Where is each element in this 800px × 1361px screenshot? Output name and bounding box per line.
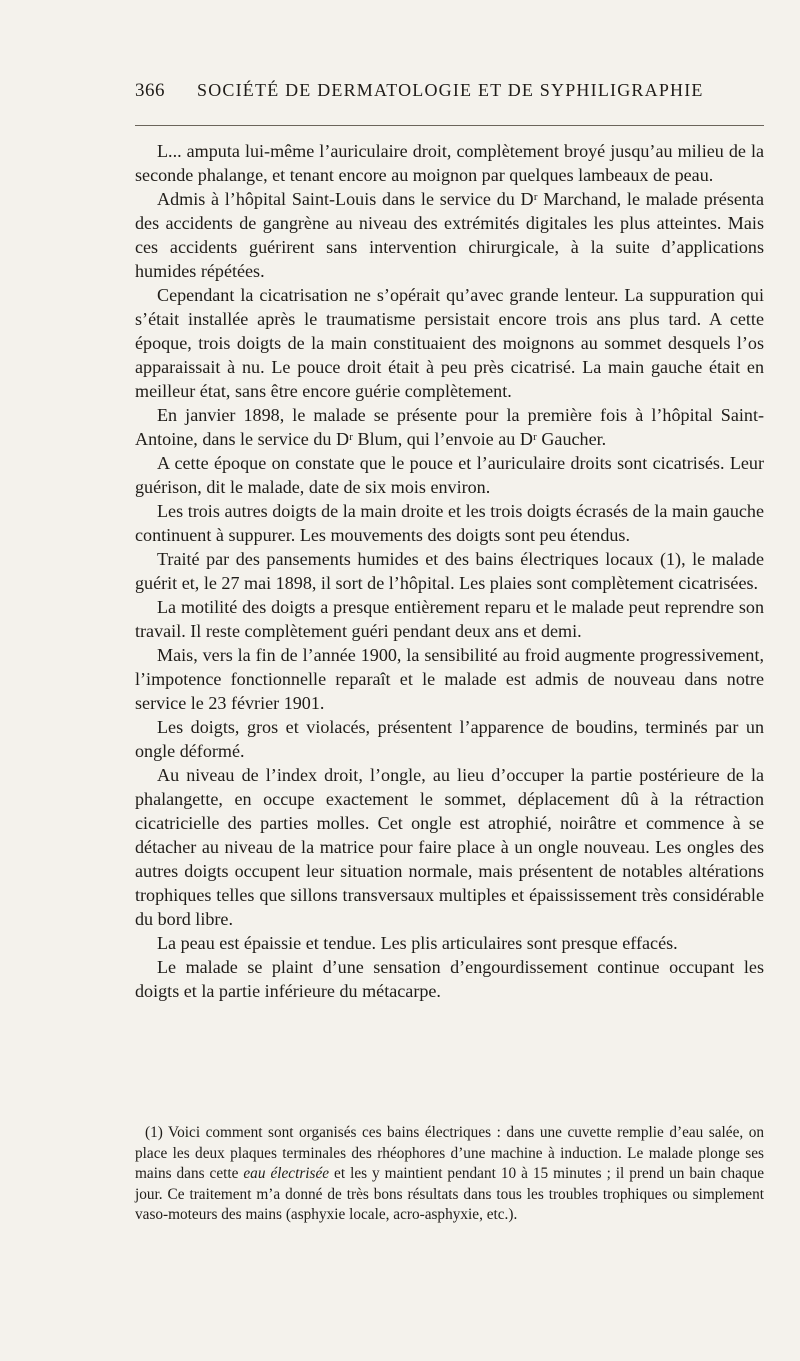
paragraph: Les doigts, gros et violacés, présentent l’apparence de boudins, terminés par un ongle déformé. [135,717,764,761]
header-rule [135,125,764,126]
paragraph: Cependant la cicatrisation ne s’opérait qu’avec grande lenteur. La suppuration qui s’était installée après le traumatisme persistait encore trois ans plus tard. A cette époque, trois doigts de la main constituaient des moignons au sommet desquels l’os apparaissait à nu. Le pouce droit était à peu près cicatrisé. La main gauche était en meilleur état, sans être encore guérie complètement. [135,285,764,401]
running-title: SOCIÉTÉ DE DERMATOLOGIE ET DE SYPHILIGRAPHIE [197,80,704,100]
paragraph: En janvier 1898, le malade se présente pour la première fois à l’hôpital Saint-Antoine, dans le service du Dʳ Blum, qui l’envoie au Dʳ Gaucher. [135,405,764,449]
paragraph: La peau est épaissie et tendue. Les plis articulaires sont presque effacés. [157,933,678,953]
paragraph: Les trois autres doigts de la main droite et les trois doigts écrasés de la main gauche continuent à suppurer. Les mouvements des doigts sont peu étendus. [135,501,764,545]
paragraph: Le malade se plaint d’une sensation d’engourdissement continue occupant les doigts et la partie inférieure du métacarpe. [135,957,764,1001]
paragraph: Au niveau de l’index droit, l’ongle, au lieu d’occuper la partie postérieure de la phalangette, en occupe exactement le sommet, déplacement dû à la rétraction cicatricielle des parties molles. Cet ongle est atrophié, noirâtre et commence à se détacher au niveau de la matrice pour faire place à un ongle nouveau. Les ongles des autres doigts occupent leur situation normale, mais présentent de notables altérations trophiques telles que sillons transversaux multiples et épaississement très considérable du bord libre. [135,765,764,929]
paragraph: L... amputa lui-même l’auriculaire droit, complètement broyé jusqu’au milieu de la seconde phalange, et tenant encore au moignon par quelques lambeaux de peau. [135,141,764,185]
footnote-text-part: et les y maintient pendant 10 à 15 minutes ; il prend un bain chaque jour. Ce traitement m’a donné de très bons résultats dans tous les troubles trophiques ou simplement vaso-moteurs des mains (asphyxie locale, acro-asphyxie, etc.). [135,1165,764,1223]
paragraph: Mais, vers la fin de l’année 1900, la sensibilité au froid augmente progressivement, l’impotence fonctionnelle reparaît et le malade est admis de nouveau dans notre service le 23 février 1901. [135,645,764,713]
paragraph: Admis à l’hôpital Saint-Louis dans le service du Dʳ Marchand, le malade présenta des accidents de gangrène au niveau des extrémités digitales les plus atteintes. Mais ces accidents guérirent sans intervention chirurgicale, à la suite d’applications humides répétées. [135,189,764,281]
footnote-italic-term: eau électrisée [243,1165,330,1182]
body-text [135,139,764,1003]
running-head [135,80,764,102]
paragraph: Traité par des pansements humides et des bains électriques locaux (1), le malade guérit et, le 27 mai 1898, il sort de l’hôpital. Les plaies sont complètement cicatrisées. [135,549,764,593]
footnote [135,1123,764,1226]
paragraph: La motilité des doigts a presque entièrement reparu et le malade peut reprendre son travail. Il reste complètement guéri pendant deux ans et demi. [135,597,764,641]
page-number: 366 [135,80,165,101]
footnote-text-part: (1) Voici comment sont organisés ces bains électriques : dans une cuvette remplie d’eau salée, on place les deux plaques terminales des rhéophores d’une machine à induction. Le malade plonge ses mains dans cette [135,1124,764,1182]
footnote-text [135,1123,764,1226]
paragraph: A cette époque on constate que le pouce et l’auriculaire droits sont cicatrisés. Leur guérison, dit le malade, date de six mois environ. [135,453,764,497]
